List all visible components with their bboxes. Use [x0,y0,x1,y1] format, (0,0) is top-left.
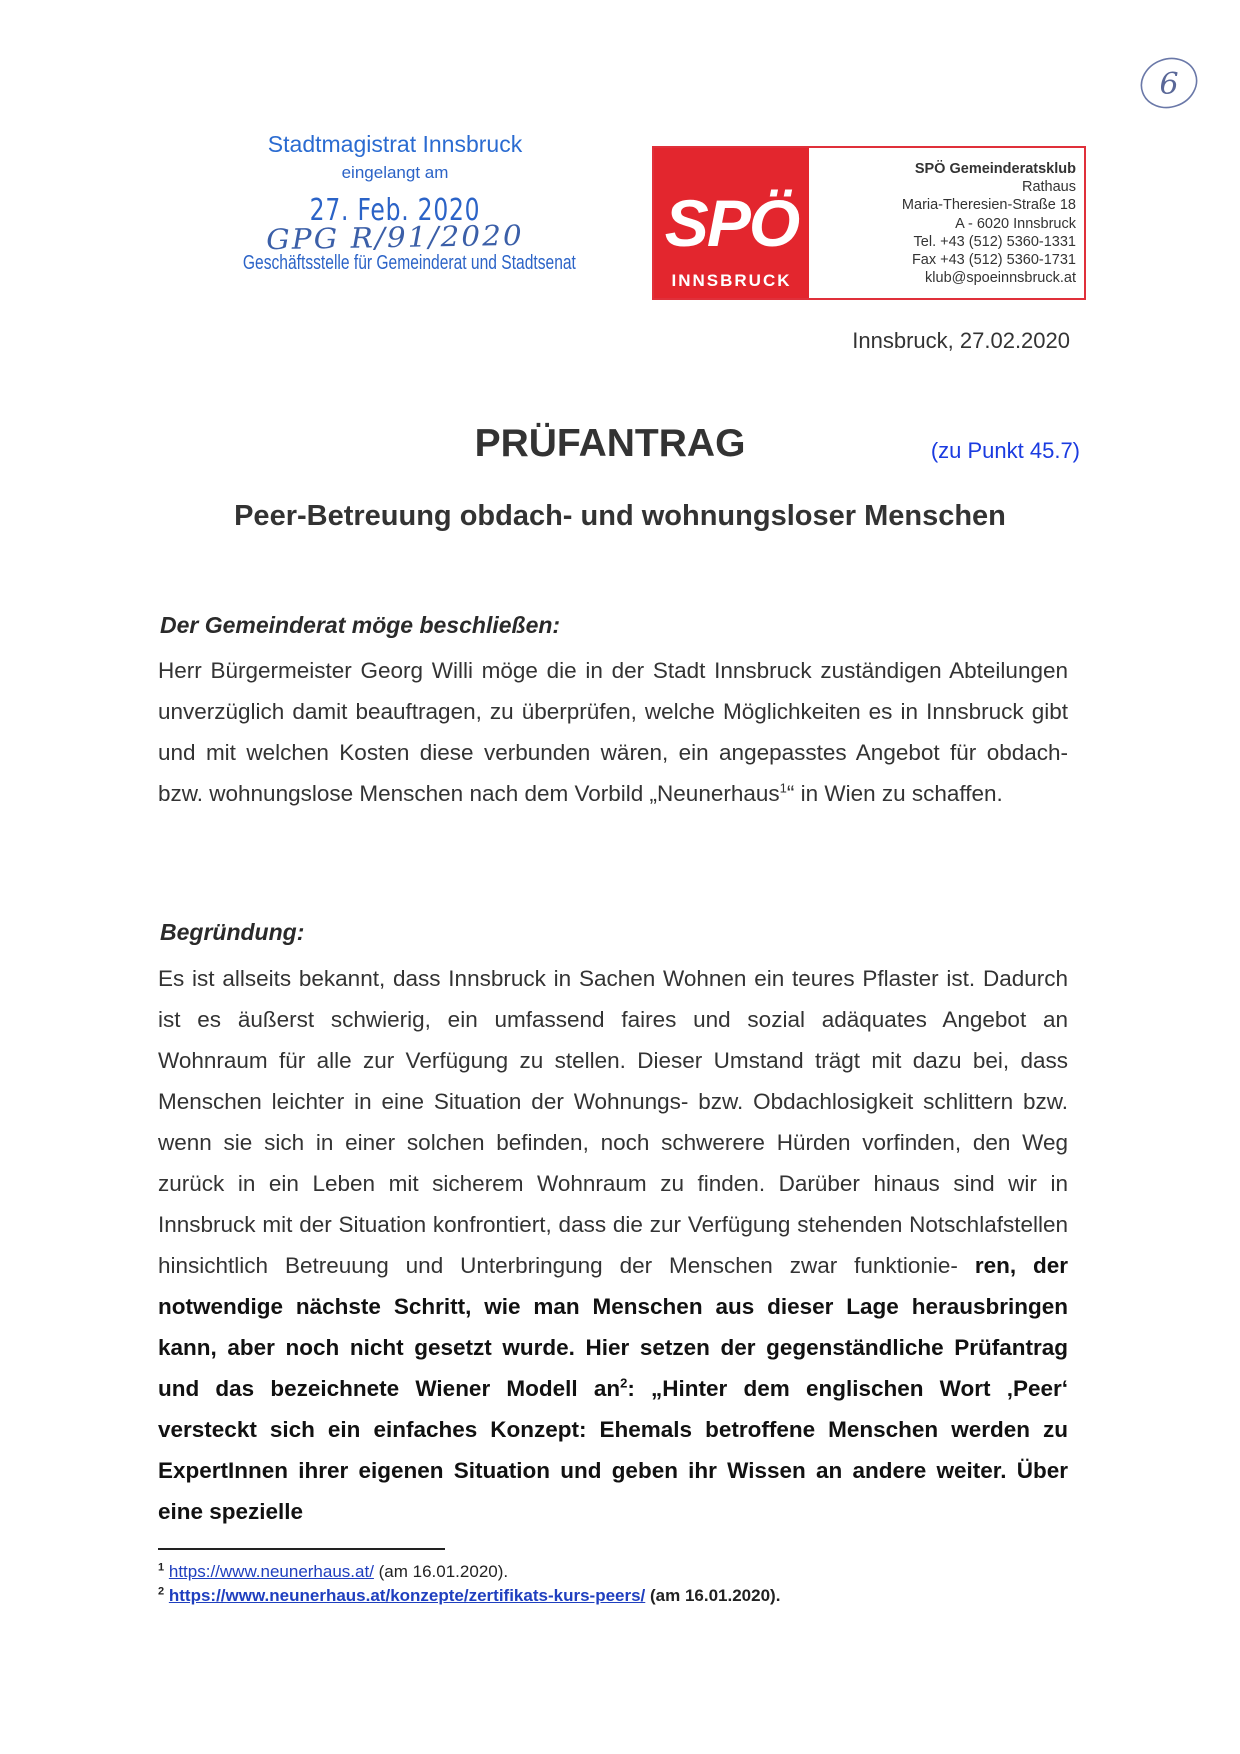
stamp-office: Geschäftsstelle für Gemeinderat und Stadtsenat [242,252,576,274]
document-title: PRÜFANTRAG [474,422,746,465]
motion-text: Herr Bürgermeister Georg Willi möge die in der Stadt Innsbruck zuständigen Abteilungen unverzüglich damit beauftragen, zu überprüfen, welche Möglichkeiten es in Innsbruck gibt und mit welchen Kosten diese verbunden wären, ein angepasstes Angebot für obdach- bzw. wohnungslose Menschen nach dem Vorbild „Neunerhaus$^1$“ in Wien zu schaffen. [158,658,1068,806]
reasoning-text: Es ist allseits bekannt, dass Innsbruck in Sachen Wohnen ein teures Pflaster ist. Dadurch ist es äußerst schwierig, ein umfassend faires und sozial adäquates Angebot an Wohnraum für alle zur Verfügung zu stellen. Dieser Umstand trägt mit dazu bei, dass Menschen leichter in eine Situation der Wohnungs- bzw. Obdachlosigkeit schlittern bzw. wenn sie sich in einer solchen befinden, noch schwerere Hürden vorfinden, den Weg zurück in ein Leben mit sicherem Wohnraum zu finden. Darüber hinaus sind wir in Innsbruck mit der Situation konfrontiert, dass die zur Verfügung stehenden Notschlafstellen hinsichtlich Betreuung und Unterbringung der Menschen zwar funktionie- ren, der notwendige nächste Schritt, wie man Menschen aus dieser Lage herausbringen kann, aber noch nicht gesetzt wurde. Hier setzen der gegenständliche Prüfantrag und das bezeichnete Wiener Modell $an^2$: „Hinter dem englischen Wort ‚Peer‘ versteckt sich ein einfaches Konzept: Ehemals betroffene Menschen werden zu ExpertInnen ihrer eigenen Situation und geben ihr Wissen an andere weiter. Über eine spezielle [158,966,1068,1524]
document-subtitle: Peer-Betreuung obdach- und wohnungsloser Menschen [234,500,1006,532]
footnote: $^1$ https://www.neunerhaus.at/ (am 16.01.2020). [158,1561,509,1581]
address-line: Maria-Theresien-Straße 18 [901,197,1076,214]
reasoning-heading: Begründung: [160,919,305,945]
party-letterhead [652,146,1086,300]
email-address: klub@spoeinnsbruck.at [925,270,1076,287]
place-date: Innsbruck, 27.02.2020 [852,328,1070,353]
address-line: Rathaus [1021,179,1076,196]
club-address [902,160,1076,287]
stamp-date: 27. Feb. 2020 [309,193,481,228]
stamp-received-label: eingelangt am [341,163,449,182]
phone-number: Tel. +43 (512) 5360-1331 [913,233,1076,250]
stamp-file-number: GPG R/91/2020 [265,218,525,257]
footnote-ref: 1 [779,780,787,796]
received-stamp [240,130,576,280]
footnote-ref: 2 [620,1375,628,1391]
club-name: SPÖ Gemeinderatsklub [914,161,1076,177]
address-line: A - 6020 Innsbruck [955,215,1076,232]
agenda-point: (zu Punkt 45.7) [930,438,1080,463]
footnote: $^2$ https://www.neunerhaus.at/konzepte/zertifikats-kurs-peers/ (am 16.01.2020). [158,1585,781,1605]
page-number [1138,52,1200,114]
footnote-link[interactable]: https://www.neunerhaus.at/konzepte/zertifikats-kurs-peers/ [168,1586,646,1605]
spoe-logo-city: INNSBRUCK [671,271,792,290]
fax-number: Fax +43 (512) 5360-1731 [911,252,1076,269]
svg-text:6: 6 [1159,67,1179,102]
spoe-logo-text: SPÖ [664,186,799,260]
stamp-title: Stadtmagistrat Innsbruck [267,131,523,157]
footnote-link[interactable]: https://www.neunerhaus.at/ [168,1562,374,1581]
footnote-separator [158,1548,445,1550]
motion-heading: Der Gemeinderat möge beschließen: [160,612,561,638]
